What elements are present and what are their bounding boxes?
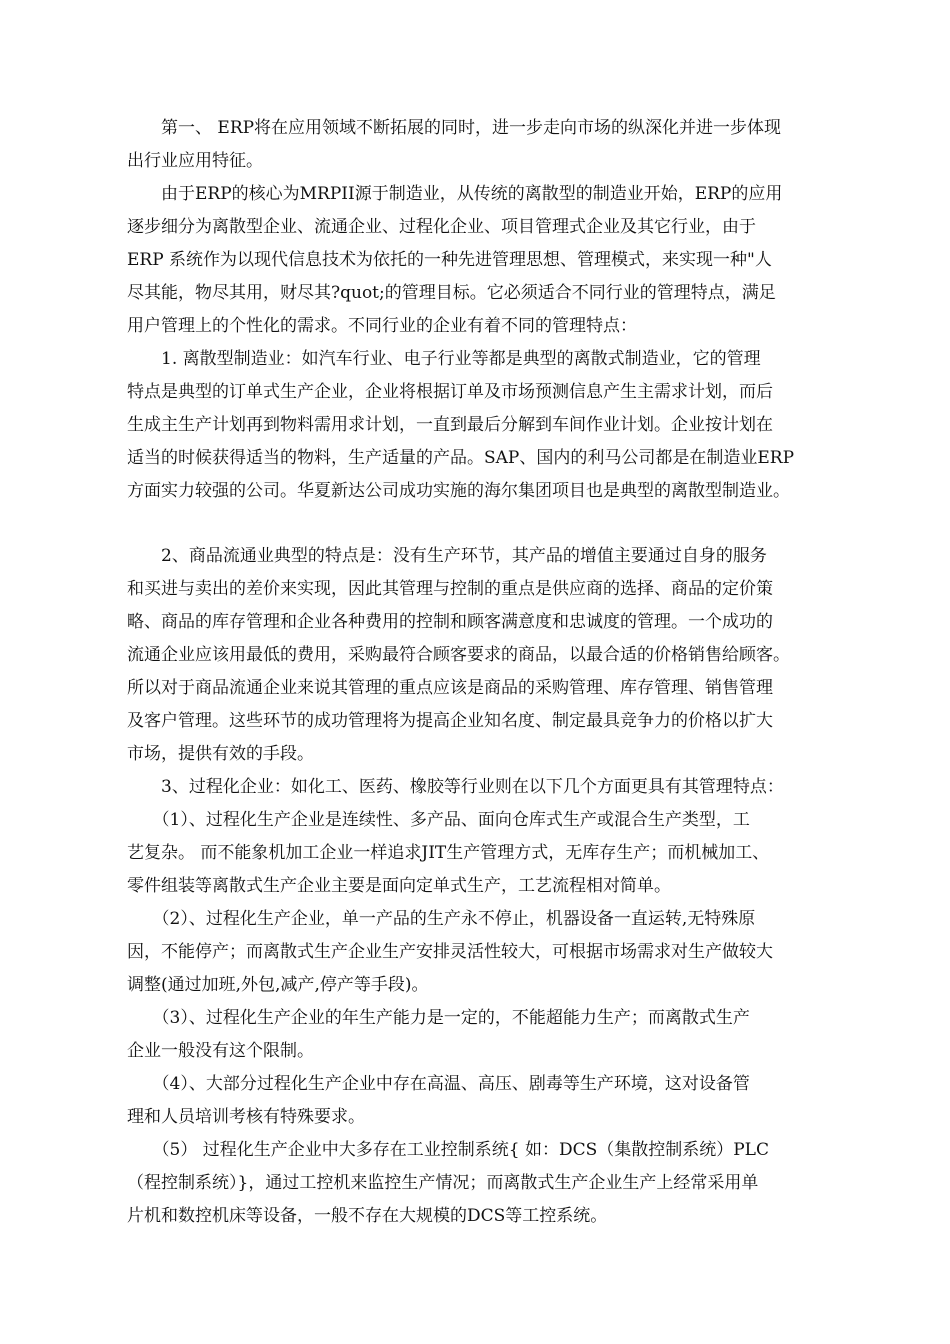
paragraph-line-12: 方面实力较强的公司。华夏新达公司成功实施的海尔集团项目也是典型的离散型制造业。 bbox=[127, 481, 790, 501]
paragraph-line-4: 逐步细分为离散型企业、流通企业、过程化企业、项目管理式企业及其它行业，由于 bbox=[127, 217, 756, 237]
paragraph-line-1: 第一、 ERP将在应用领域不断拓展的同时，进一步走向市场的纵深化并进一步体现 bbox=[127, 118, 782, 138]
paragraph-line-19: 市场，提供有效的手段。 bbox=[127, 744, 314, 764]
paragraph-line-28: 企业一般没有这个限制。 bbox=[127, 1041, 314, 1061]
paragraph-line-17: 所以对于商品流通企业来说其管理的重点应该是商品的采购管理、库存管理、销售管理 bbox=[127, 678, 773, 698]
paragraph-line-21: （1）、过程化生产企业是连续性、多产品、面向仓库式生产或混合生产类型，工 bbox=[127, 810, 750, 830]
paragraph-line-31: （5） 过程化生产企业中大多存在工业控制系统{ 如：DCS（集散控制系统）PLC bbox=[127, 1140, 769, 1160]
paragraph-line-8: 1. 离散型制造业：如汽车行业、电子行业等都是典型的离散式制造业，它的管理 bbox=[127, 349, 761, 369]
paragraph-line-13: 2、商品流通业典型的特点是：没有生产环节，其产品的增值主要通过自身的服务 bbox=[127, 546, 767, 566]
paragraph-line-29: （4）、大部分过程化生产企业中存在高温、高压、剧毒等生产环境，这对设备管 bbox=[127, 1074, 750, 1094]
paragraph-line-9: 特点是典型的订单式生产企业，企业将根据订单及市场预测信息产生主需求计划，而后 bbox=[127, 382, 773, 402]
paragraph-line-26: 调整(通过加班,外包,减产,停产等手段)。 bbox=[127, 975, 429, 995]
paragraph-line-2: 出行业应用特征。 bbox=[127, 151, 263, 171]
paragraph-line-7: 用户管理上的个性化的需求。不同行业的企业有着不同的管理特点： bbox=[127, 316, 637, 336]
paragraph-line-3: 由于ERP的核心为MRPII源于制造业，从传统的离散型的制造业开始，ERP的应用 bbox=[127, 184, 783, 204]
paragraph-line-14: 和买进与卖出的差价来实现，因此其管理与控制的重点是供应商的选择、商品的定价策 bbox=[127, 579, 773, 599]
paragraph-line-25: 因，不能停产；而离散式生产企业生产安排灵活性较大，可根据市场需求对生产做较大 bbox=[127, 942, 773, 962]
paragraph-line-32: （程控制系统）}，通过工控机来监控生产情况；而离散式生产企业生产上经常采用单 bbox=[127, 1173, 759, 1193]
paragraph-line-30: 理和人员培训考核有特殊要求。 bbox=[127, 1107, 365, 1127]
paragraph-line-22: 艺复杂。 而不能象机加工企业一样追求JIT生产管理方式，无库存生产；而机械加工、 bbox=[127, 843, 770, 863]
paragraph-line-33: 片机和数控机床等设备，一般不存在大规模的DCS等工控系统。 bbox=[127, 1206, 608, 1226]
paragraph-line-20: 3、过程化企业：如化工、医药、橡胶等行业则在以下几个方面更具有其管理特点： bbox=[127, 777, 784, 797]
paragraph-line-16: 流通企业应该用最低的费用，采购最符合顾客要求的商品，以最合适的价格销售给顾客。 bbox=[127, 645, 790, 665]
paragraph-line-23: 零件组装等离散式生产企业主要是面向定单式生产，工艺流程相对简单。 bbox=[127, 876, 671, 896]
paragraph-line-27: （3）、过程化生产企业的年生产能力是一定的，不能超能力生产；而离散式生产 bbox=[127, 1008, 750, 1028]
paragraph-line-10: 生成主生产计划再到物料需用求计划，一直到最后分解到车间作业计划。企业按计划在 bbox=[127, 415, 773, 435]
paragraph-line-6: 尽其能，物尽其用，财尽其?quot;的管理目标。它必须适合不同行业的管理特点，满足 bbox=[127, 283, 776, 303]
paragraph-line-5: ERP 系统作为以现代信息技术为依托的一种先进管理思想、管理模式，来实现一种"人 bbox=[127, 250, 772, 270]
paragraph-line-24: （2）、过程化生产企业，单一产品的生产永不停止，机器设备一直运转,无特殊原 bbox=[127, 909, 756, 929]
paragraph-line-18: 及客户管理。这些环节的成功管理将为提高企业知名度、制定最具竞争力的价格以扩大 bbox=[127, 711, 773, 731]
paragraph-line-15: 略、商品的库存管理和企业各种费用的控制和顾客满意度和忠诚度的管理。一个成功的 bbox=[127, 612, 773, 632]
paragraph-line-11: 适当的时候获得适当的物料，生产适量的产品。SAP、国内的利马公司都是在制造业ERP bbox=[127, 448, 795, 468]
